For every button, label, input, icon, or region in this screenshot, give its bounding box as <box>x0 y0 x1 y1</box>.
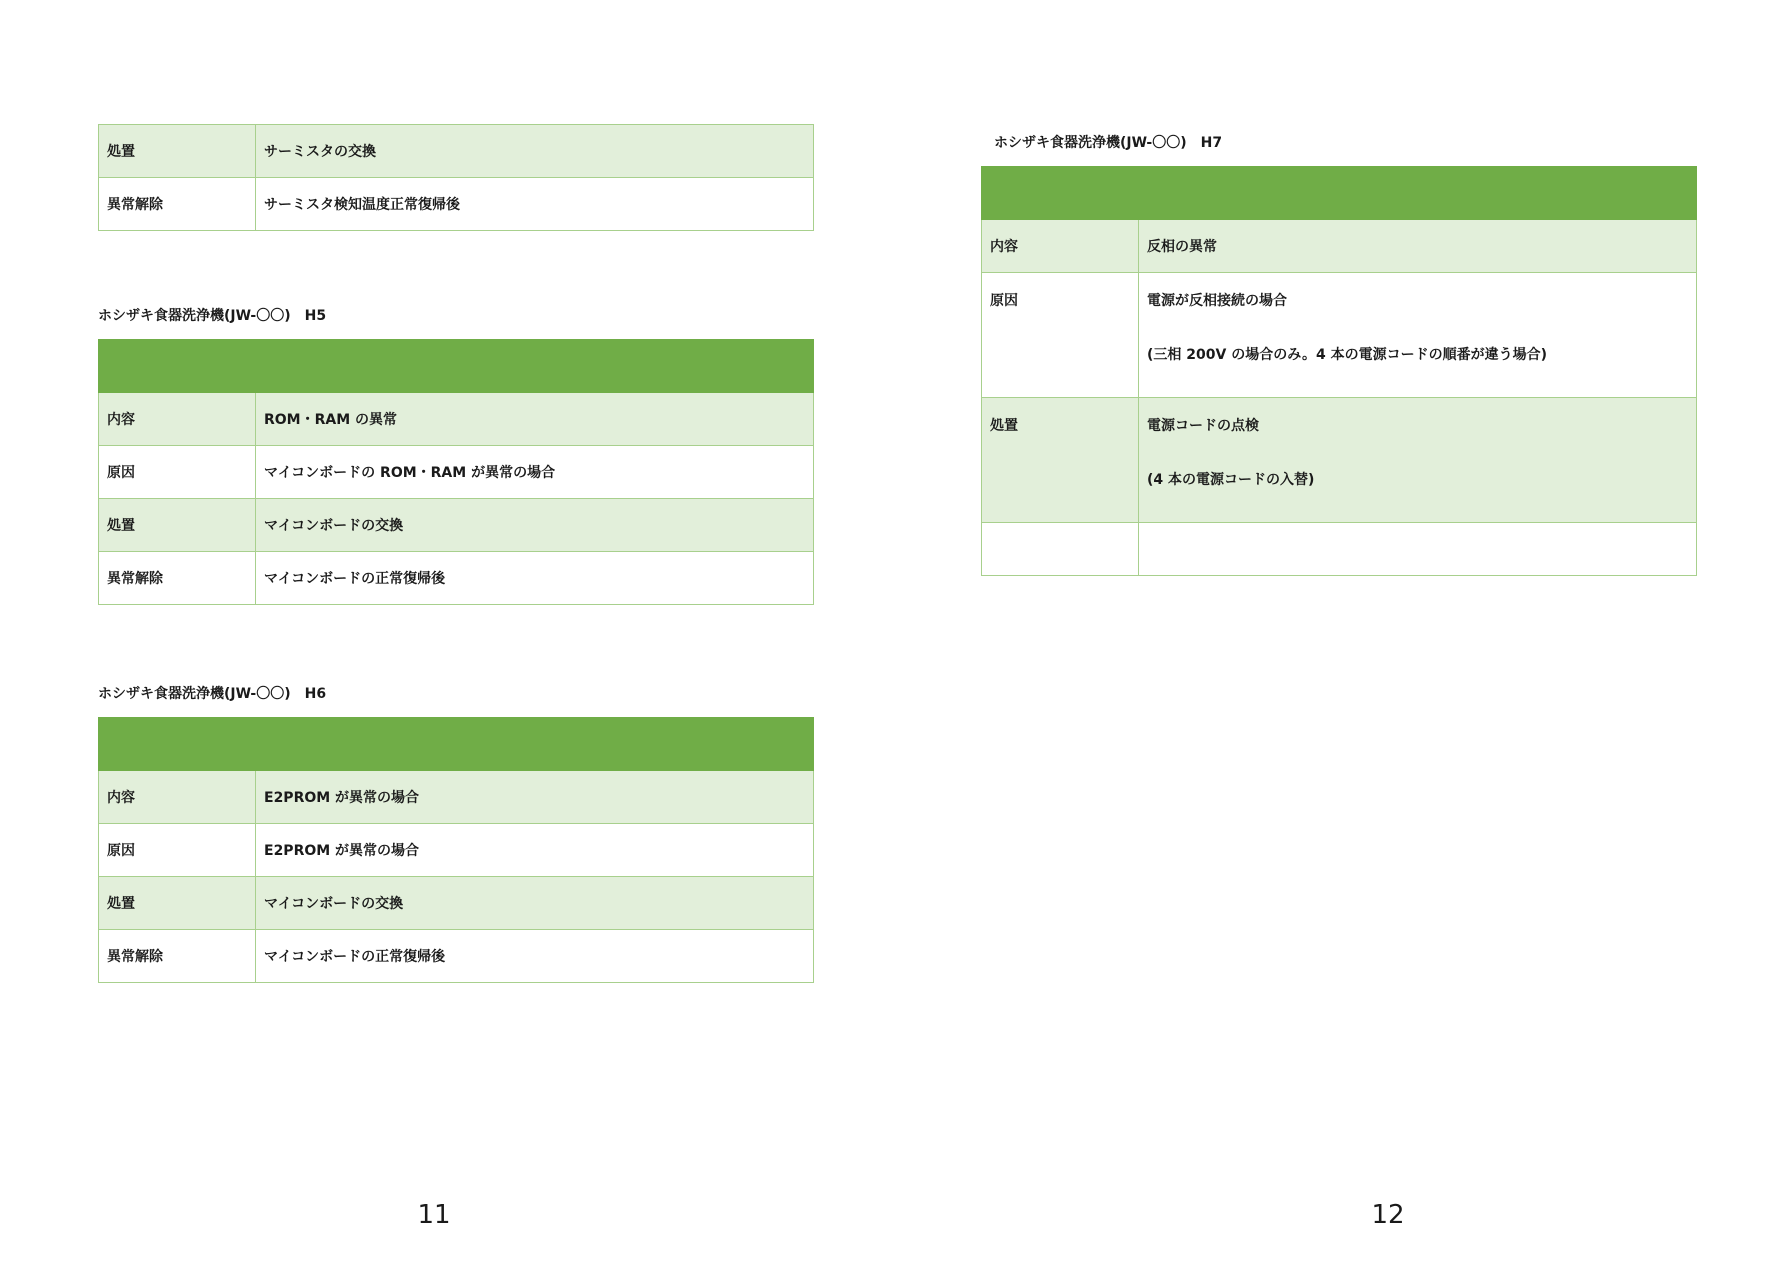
row-value-line2: (4 本の電源コードの入替) <box>1147 472 1315 488</box>
row-value: サーミスタの交換 <box>256 125 814 178</box>
page-12 <box>894 0 1789 1276</box>
row-value: ROM・RAM の異常 <box>256 393 814 446</box>
table-row <box>99 178 814 231</box>
page-number: 12 <box>1371 1200 1405 1230</box>
row-value: 反相の異常 <box>1139 220 1697 273</box>
row-label: 異常解除 <box>99 178 256 231</box>
row-label: 原因 <box>982 273 1139 398</box>
row-value: マイコンボードの正常復帰後 <box>256 930 814 983</box>
page-11 <box>0 0 894 1276</box>
table-row <box>99 499 814 552</box>
table-header-row <box>99 340 814 393</box>
table-row <box>99 446 814 499</box>
row-value: マイコンボードの交換 <box>256 499 814 552</box>
row-value: E2PROM が異常の場合 <box>256 824 814 877</box>
row-label: 処置 <box>982 398 1139 523</box>
page-number: 11 <box>417 1200 451 1230</box>
row-value <box>1139 398 1697 523</box>
h6-caption: ホシザキ食器洗浄機(JW-〇〇) H6 <box>98 686 327 702</box>
table-row <box>99 877 814 930</box>
row-label: 異常解除 <box>99 930 256 983</box>
table-row <box>99 824 814 877</box>
row-label: 処置 <box>99 877 256 930</box>
table-row <box>982 398 1697 523</box>
row-value <box>1139 523 1697 576</box>
row-label: 内容 <box>99 393 256 446</box>
table-row <box>99 930 814 983</box>
row-label: 内容 <box>99 771 256 824</box>
row-value-line1: 電源が反相接続の場合 <box>1147 293 1287 309</box>
row-value <box>1139 273 1697 398</box>
row-value-line1: 電源コードの点検 <box>1147 418 1259 434</box>
row-value: マイコンボードの交換 <box>256 877 814 930</box>
table-header-row <box>982 167 1697 220</box>
table-row <box>99 771 814 824</box>
row-value: マイコンボードの ROM・RAM が異常の場合 <box>256 446 814 499</box>
row-label: 原因 <box>99 446 256 499</box>
row-label: 処置 <box>99 499 256 552</box>
table-thermistor-continued <box>98 124 814 231</box>
table-row <box>982 523 1697 576</box>
table-row <box>982 220 1697 273</box>
row-value: サーミスタ検知温度正常復帰後 <box>256 178 814 231</box>
row-label <box>982 523 1139 576</box>
row-label: 原因 <box>99 824 256 877</box>
table-h6 <box>98 717 814 983</box>
table-header-row <box>99 718 814 771</box>
row-label: 内容 <box>982 220 1139 273</box>
table-row <box>99 125 814 178</box>
table-row <box>982 273 1697 398</box>
row-value-line2: (三相 200V の場合のみ。4 本の電源コードの順番が違う場合) <box>1147 347 1548 363</box>
h7-caption: ホシザキ食器洗浄機(JW-〇〇) H7 <box>994 135 1223 151</box>
table-h7 <box>981 166 1697 576</box>
row-value: マイコンボードの正常復帰後 <box>256 552 814 605</box>
table-h5 <box>98 339 814 605</box>
h5-caption: ホシザキ食器洗浄機(JW-〇〇) H5 <box>98 308 327 324</box>
row-label: 異常解除 <box>99 552 256 605</box>
row-label: 処置 <box>99 125 256 178</box>
table-row <box>99 393 814 446</box>
table-row <box>99 552 814 605</box>
row-value: E2PROM が異常の場合 <box>256 771 814 824</box>
